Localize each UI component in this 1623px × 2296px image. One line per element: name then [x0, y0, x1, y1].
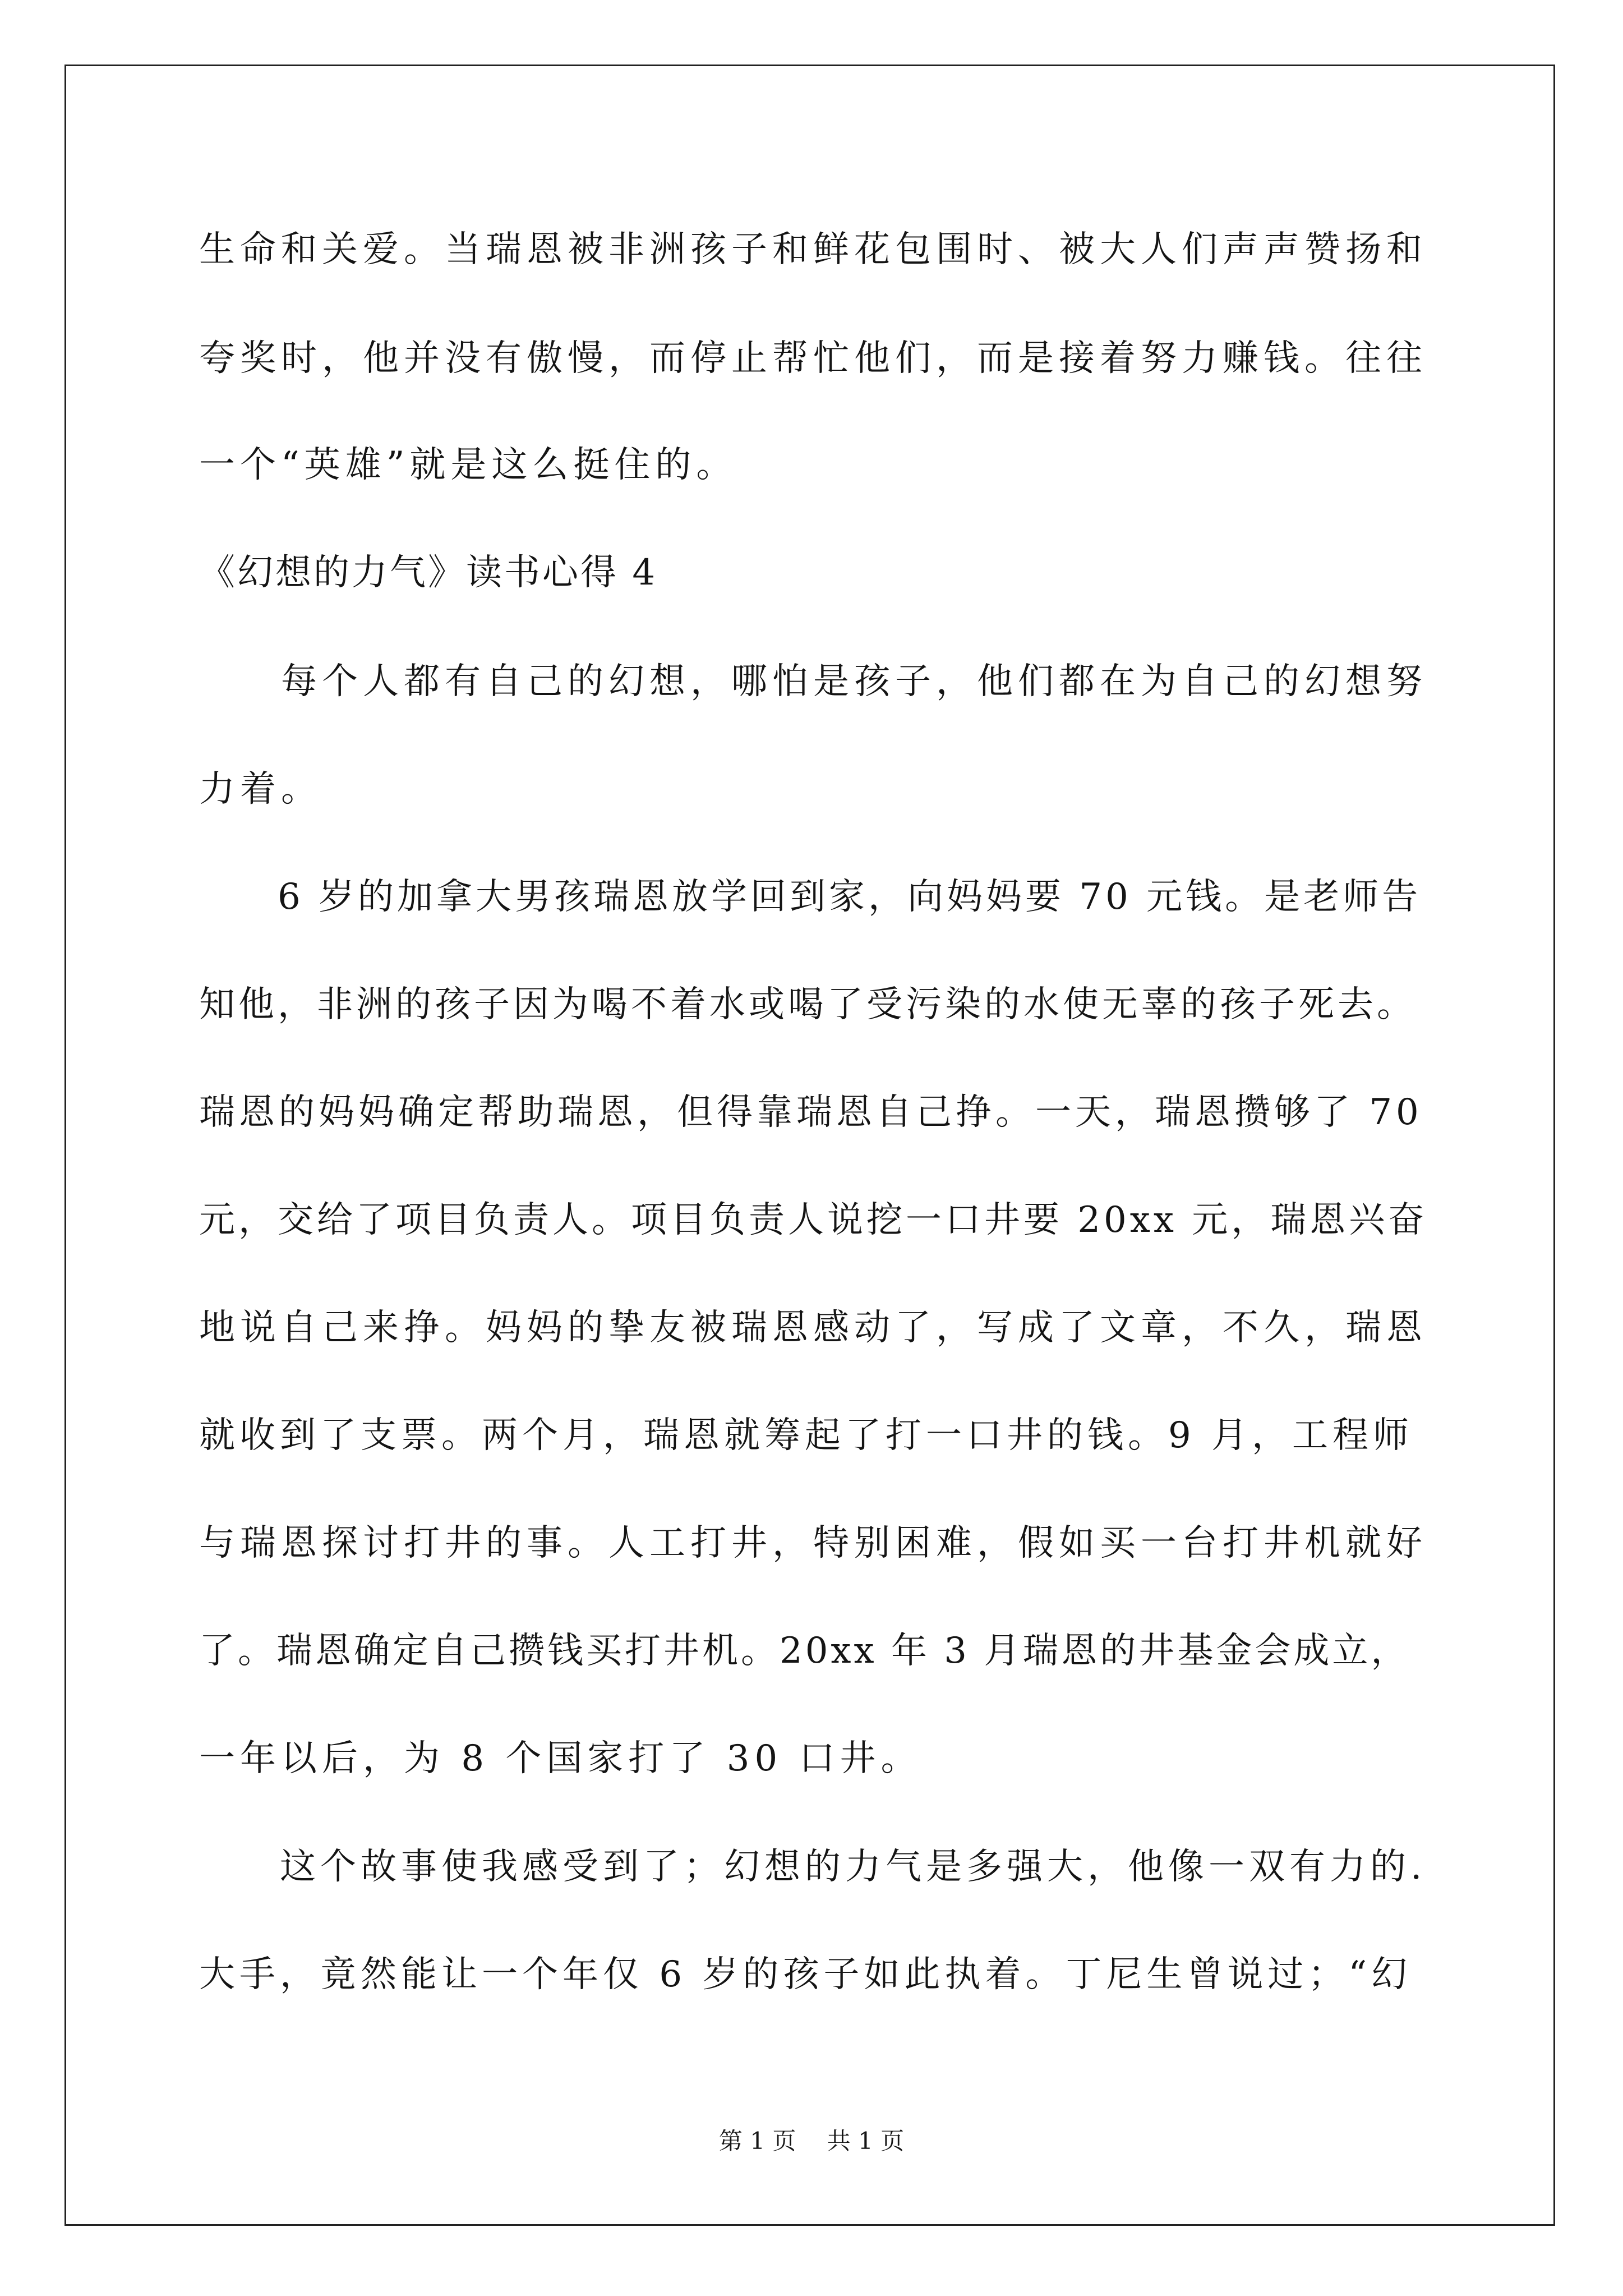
body-text-line: 知他，非洲的孩子因为喝不着水或喝了受污染的水使无辜的孩子死去。 — [199, 984, 1416, 1025]
body-text-line: 元，交给了项目负责人。项目负责人说挖一口井要 20xx 元，瑞恩兴奋 — [199, 1199, 1428, 1241]
body-text-line: 瑞恩的妈妈确定帮助瑞恩，但得靠瑞恩自己挣。一天，瑞恩攒够了 70 — [199, 1092, 1423, 1133]
body-text-line: 就收到了支票。两个月，瑞恩就筹起了打一口井的钱。9 月，工程师 — [199, 1415, 1414, 1456]
body-text-line: 一个“英雄”就是这么挺住的。 — [199, 444, 737, 486]
body-text-line: 力着。 — [199, 769, 322, 810]
page-number-footer: 第 1 页 共 1 页 — [718, 2127, 905, 2155]
body-text-line: 了。瑞恩确定自己攒钱买打井机。20xx 年 3 月瑞恩的井基金会成立， — [199, 1630, 1410, 1672]
body-text-line: 大手，竟然能让一个年仅 6 岁的孩子如此执着。丁尼生曾说过；“幻 — [199, 1954, 1412, 1995]
section-heading: 《幻想的力气》读书心得 4 — [199, 552, 658, 593]
body-text-line: 每个人都有自己的幻想，哪怕是孩子，他们都在为自己的幻想努 — [199, 661, 1427, 702]
page-border — [64, 65, 1555, 2226]
body-text-line: 生命和关爱。当瑞恩被非洲孩子和鲜花包围时、被大人们声声赞扬和 — [199, 229, 1427, 270]
body-text-line: 6 岁的加拿大男孩瑞恩放学回到家，向妈妈要 70 元钱。是老师告 — [199, 876, 1422, 918]
body-text-line: 与瑞恩探讨打井的事。人工打井，特别困难，假如买一台打井机就好 — [199, 1522, 1427, 1564]
body-text-line: 夸奖时，他并没有傲慢，而停止帮忙他们，而是接着努力赚钱。往往 — [199, 338, 1427, 379]
body-text-line: 这个故事使我感受到了；幻想的力气是多强大，他像一双有力的. — [199, 1846, 1427, 1888]
body-text-line: 一年以后，为 8 个国家打了 30 口井。 — [199, 1738, 922, 1779]
body-text-line: 地说自己来挣。妈妈的挚友被瑞恩感动了，写成了文章，不久，瑞恩 — [199, 1307, 1427, 1349]
